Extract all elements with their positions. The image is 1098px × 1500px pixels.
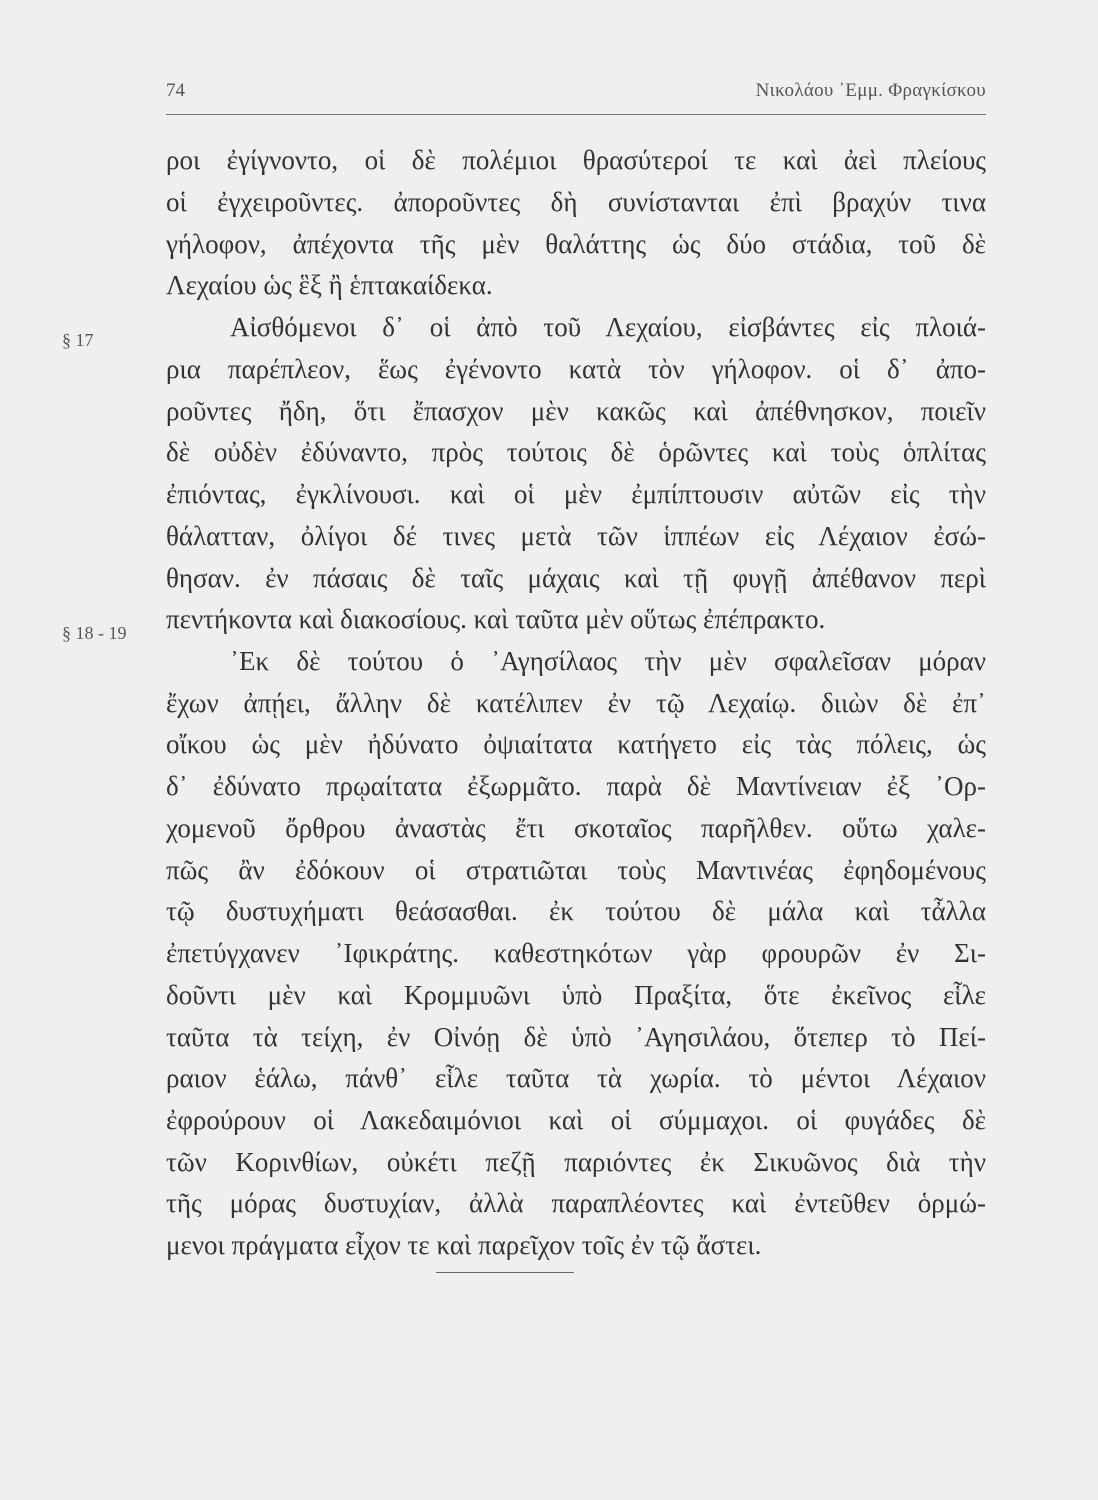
text-line: ἐπιόντας, ἐγκλίνουσι. καὶ οἱ μὲν ἐμπίπτουσιν αὐτῶν εἰς τὴν [166,479,986,509]
text-line: οἴκου ὡς μὲν ἠδύνατο ὀψιαίτατα κατήγετο εἰς τὰς πόλεις, ὡς [166,729,986,759]
page-number: 74 [166,80,185,101]
text-line: πῶς ἂν ἐδόκουν οἱ στρατιῶται τοὺς Μαντινέας ἐφηδομένους [166,855,986,885]
text-line: θάλατταν, ὀλίγοι δέ τινες μετὰ τῶν ἱππέων εἰς Λέχαιον ἐσώ- [166,521,986,551]
running-head: Νικολάου ᾿Εμμ. Φραγκίσκου [755,80,986,101]
text-line: Αἰσθόμενοι δ᾿ οἱ ἀπὸ τοῦ Λεχαίου, εἰσβάντες εἰς πλοιά- [230,312,986,342]
text-line: δοῦντι μὲν καὶ Κρομμυῶνι ὑπὸ Πραξίτα, ὅτε ἐκεῖνος εἷλε [166,980,986,1010]
text-line: γήλοφον, ἀπέχοντα τῆς μὲν θαλάττης ὡς δύο στάδια, τοῦ δὲ [166,229,986,259]
text-line: χομενοῦ ὄρθρου ἀναστὰς ἔτι σκοταῖος παρῆλθεν. οὕτω χαλε- [166,813,986,843]
text-line: ροῦντες ἤδη, ὅτι ἔπασχον μὲν κακῶς καὶ ἀπέθνησκον, ποιεῖν [166,396,986,426]
text-line: ᾿Εκ δὲ τούτου ὁ ᾿Αγησίλαος τὴν μὲν σφαλεῖσαν μόραν [230,646,986,676]
text-line: δὲ οὐδὲν ἐδύναντο, πρὸς τούτοις δὲ ὁρῶντες καὶ τοὺς ὁπλίτας [166,437,986,467]
section-marker-18-19: § 18 - 19 [62,623,127,643]
text-line: τῶν Κορινθίων, οὐκέτι πεζῇ παριόντες ἐκ Σικυῶνος διὰ τὴν [166,1147,986,1177]
text-line: τῷ δυστυχήματι θεάσασθαι. ἐκ τούτου δὲ μάλα καὶ τἆλλα [166,896,986,926]
text-line: οἱ ἐγχειροῦντες. ἀποροῦντες δὴ συνίστανται ἐπὶ βραχύν τινα [166,187,986,217]
text-line: Λεχαίου ὡς ἓξ ἢ ἑπτακαίδεκα. [166,270,493,300]
page-header [166,80,986,112]
text-line: ραιον ἑάλω, πάνθ᾿ εἷλε ταῦτα τὰ χωρία. τὸ μέντοι Λέχαιον [166,1063,986,1093]
text-line: δ᾿ ἐδύνατο πρῳαίτατα ἐξωρμᾶτο. παρὰ δὲ Μαντίνειαν ἐξ ᾿Ορ- [166,771,986,801]
text-line: ἐπετύγχανεν ᾿Ιφικράτης. καθεστηκότων γὰρ φρουρῶν ἐν Σι- [166,938,986,968]
section-end-rule [436,1272,574,1273]
text-line: ἐφρούρουν οἱ Λακεδαιμόνιοι καὶ οἱ σύμμαχοι. οἱ φυγάδες δὲ [166,1105,986,1135]
text-line: ροι ἐγίγνοντο, οἱ δὲ πολέμιοι θρασύτεροί τε καὶ ἀεὶ πλείους [166,145,986,175]
text-line: ταῦτα τὰ τείχη, ἐν Οἰνόῃ δὲ ὑπὸ ᾿Αγησιλάου, ὅτεπερ τὸ Πεί- [166,1022,986,1052]
text-line: πεντήκοντα καὶ διακοσίους. καὶ ταῦτα μὲν οὕτως ἐπέπρακτο. [166,604,826,634]
section-marker-17: § 17 [62,330,94,350]
text-line: ρια παρέπλεον, ἕως ἐγένοντο κατὰ τὸν γήλοφον. οἱ δ᾿ ἀπο- [166,354,986,384]
text-line: θησαν. ἐν πάσαις δὲ ταῖς μάχαις καὶ τῇ φυγῇ ἀπέθανον περὶ [166,563,986,593]
text-line: ἔχων ἀπῄει, ἄλλην δὲ κατέλιπεν ἐν τῷ Λεχαίῳ. διιὼν δὲ ἐπ᾿ [166,688,986,718]
text-line: τῆς μόρας δυστυχίαν, ἀλλὰ παραπλέοντες καὶ ἐντεῦθεν ὁρμώ- [166,1188,986,1218]
text-line: μενοι πράγματα εἶχον τε καὶ παρεῖχον τοῖς ἐν τῷ ἄστει. [166,1230,762,1260]
header-rule [166,114,986,115]
